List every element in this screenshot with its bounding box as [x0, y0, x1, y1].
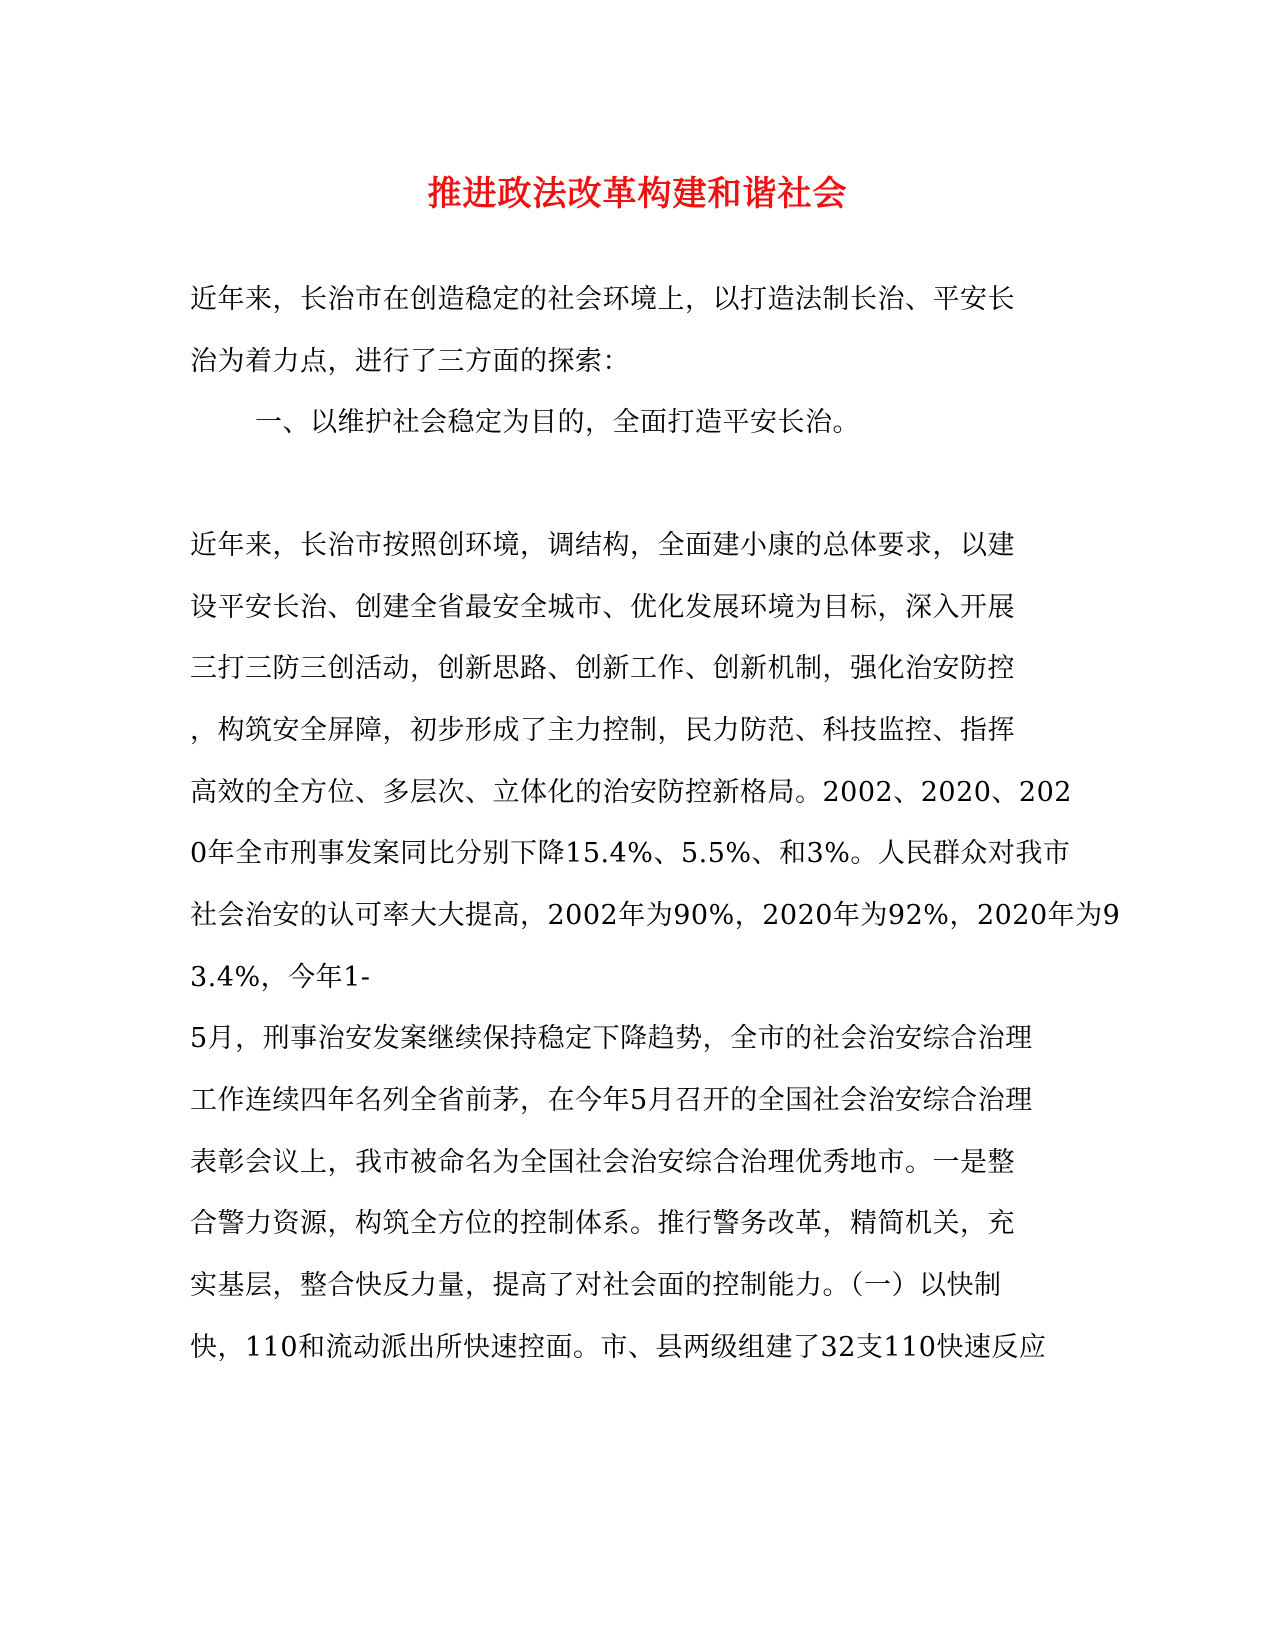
body-line: 实基层，整合快反力量，提高了对社会面的控制能力。（一）以快制: [190, 1270, 1002, 1301]
intro-line: 治为着力点，进行了三方面的探索：: [190, 346, 630, 377]
intro-line: 近年来，长治市在创造稳定的社会环境上，以打造法制长治、平安长: [190, 284, 1015, 315]
body-line: 5月，刑事治安发案继续保持稳定下降趋势，全市的社会治安综合治理: [190, 1023, 1033, 1054]
body-line: 高效的全方位、多层次、立体化的治安防控新格局。2002、2020、202: [190, 777, 1072, 808]
document-title: 推进政法改革构建和谐社会: [427, 174, 848, 214]
body-line: 工作连续四年名列全省前茅，在今年5月召开的全国社会治安综合治理: [190, 1085, 1033, 1116]
body-line: 合警力资源，构筑全方位的控制体系。推行警务改革，精简机关，充: [190, 1208, 1015, 1239]
body-line: 3.4%，今年1-: [190, 962, 371, 993]
body-line: 表彰会议上，我市被命名为全国社会治安综合治理优秀地市。一是整: [190, 1147, 1015, 1178]
body-line: 0年全市刑事发案同比分别下降15.4%、5.5%、和3%。人民群众对我市: [190, 838, 1071, 869]
body-line: 社会治安的认可率大大提高，2002年为90%，2020年为92%，2020年为9: [190, 900, 1121, 931]
body-line: 快，110和流动派出所快速控面。市、县两级组建了32支110快速反应: [190, 1332, 1047, 1363]
body-line: 三打三防三创活动，创新思路、创新工作、创新机制，强化治安防控: [190, 653, 1015, 684]
body-line: ，构筑安全屏障，初步形成了主力控制，民力防范、科技监控、指挥: [190, 715, 1015, 746]
body-line: 近年来，长治市按照创环境，调结构，全面建小康的总体要求，以建: [190, 530, 1015, 561]
body-line: 设平安长治、创建全省最安全城市、优化发展环境为目标，深入开展: [190, 592, 1015, 623]
section-heading: 一、以维护社会稳定为目的，全面打造平安长治。: [255, 407, 860, 438]
